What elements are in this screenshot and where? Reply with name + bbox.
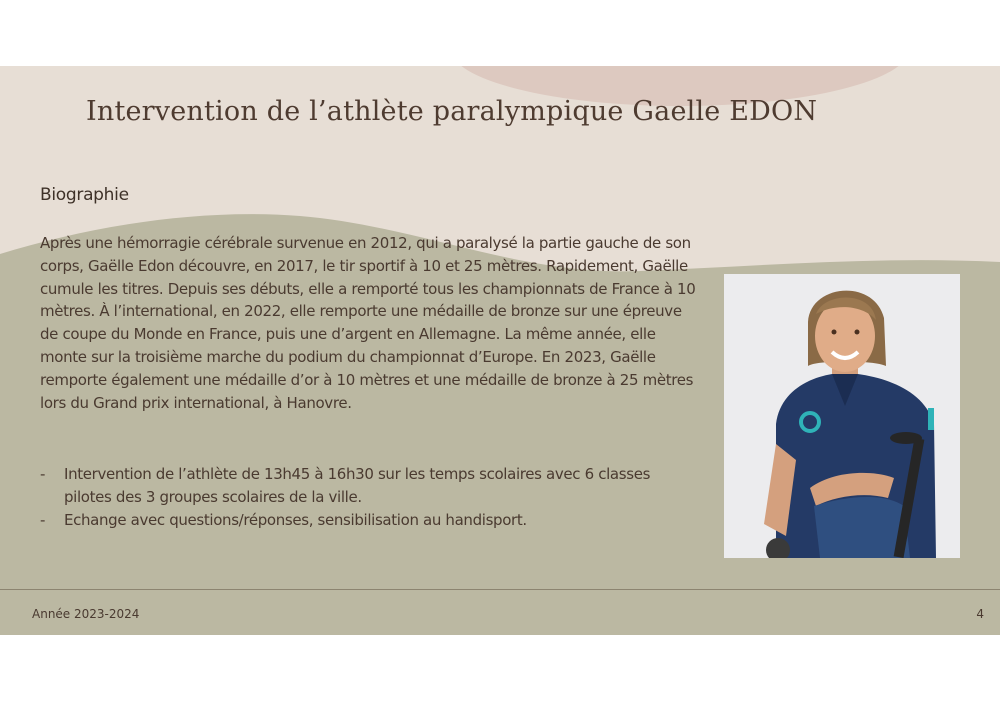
bullet-marker: - [40, 465, 46, 483]
footer-divider [0, 589, 1000, 590]
bullet-item [40, 509, 660, 532]
biography-heading: Biographie [40, 185, 129, 205]
page-number: 4 [976, 607, 984, 621]
slide-title: Intervention de l’athlète paralympique Gaelle EDON [86, 96, 818, 127]
athlete-photo [724, 274, 960, 558]
biography-text: Après une hémorragie cérébrale survenue en 2012, qui a paralysé la partie gauche de son corps, Gaëlle Edon découvre, en 2017, le tir sportif à 10 et 25 mètres. Rapidement, Gaëlle cumule les titres. Depuis ses débuts, elle a remporté tous les championnats de France à 10 mètres. À l’international, en 2022, elle remporte une médaille de bronze sur une épreuve de coupe du Monde en France, puis une d’argent en Allemagne. La même année, elle monte sur la troisième marche du podium du championnat d’Europe. En 2023, Gaëlle remporte également une médaille d’or à 10 mètres et une médaille de bronze à 25 mètres lors du Grand prix international, à Hanovre. [40, 234, 696, 412]
bullet-list [40, 463, 660, 531]
bullet-text: Echange avec questions/réponses, sensibilisation au handisport. [64, 510, 527, 529]
footer-year: Année 2023-2024 [32, 607, 140, 621]
slide [0, 66, 1000, 635]
bullet-item [40, 463, 660, 509]
athlete-portrait-photo-icon [724, 274, 960, 558]
bullet-text: Intervention de l’athlète de 13h45 à 16h30 sur les temps scolaires avec 6 classes pilotes des 3 groupes scolaires de la ville. [64, 465, 651, 506]
bullet-marker: - [40, 510, 46, 529]
